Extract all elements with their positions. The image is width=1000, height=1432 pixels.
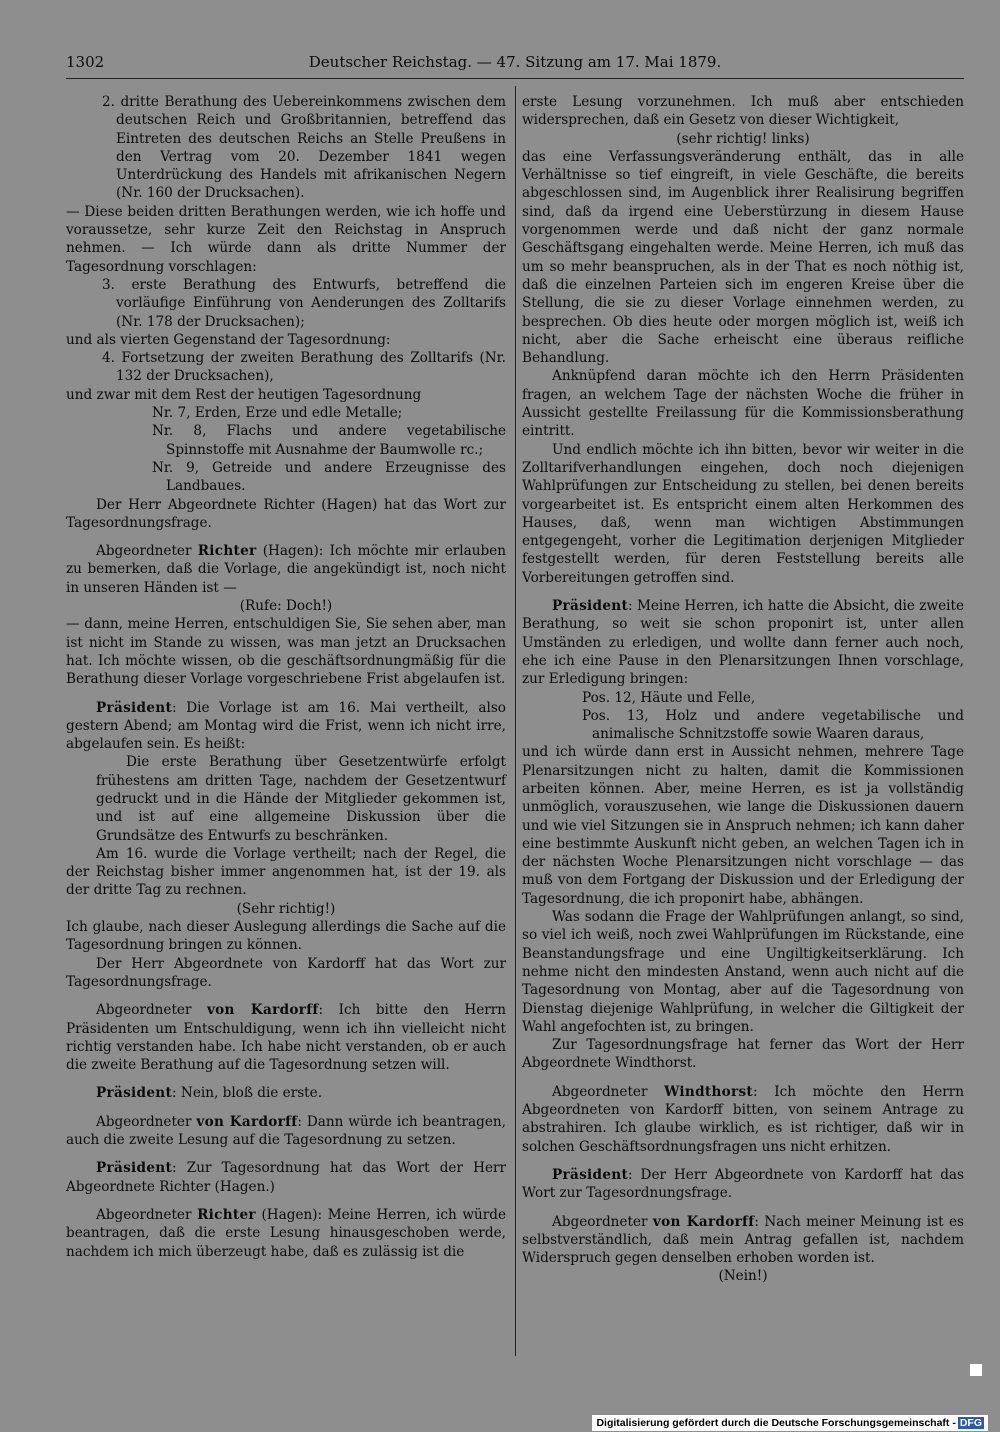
page-number: 1302 bbox=[66, 53, 105, 71]
speaker-name: von Kardorff bbox=[652, 1213, 755, 1230]
speech-paragraph bbox=[522, 1213, 964, 1268]
page-header bbox=[66, 53, 964, 79]
paragraph: Anknüpfend daran möchte ich den Herrn Präsidenten fragen, an welchem Tage der nächsten Woche die früher in Aussicht gestellte Freilassung für die Kommissionsberathung eintritt. bbox=[522, 368, 964, 440]
speech-paragraph bbox=[66, 699, 506, 754]
speech-text: : Meine Herren, ich hatte die Absicht, die zweite Berathung, so weit sie schon proponirt ist, unter allen Umständen zu erledigen, und wollte dann ferner auch noch, ehe ich eine Pause in den Plenarsitzungen Ihnen vorschlage, zur Erledigung bringen: bbox=[522, 598, 964, 688]
paragraph: Nr. 9, Getreide und andere Erzeugnisse des Landbaues. bbox=[152, 459, 506, 495]
speech-paragraph bbox=[66, 542, 506, 597]
paragraph: erste Lesung vorzunehmen. Ich muß aber entschieden widersprechen, daß ein Gesetz von dieser Wichtigkeit, bbox=[522, 94, 964, 129]
paragraph: Die erste Berathung über Gesetzentwürfe erfolgt frühestens am dritten Tage, nachdem der Gesetzentwurf gedruckt und in die Hände der Mitglieder gekommen ist, und ist auf eine allgemeine Diskussion über die Grundsätze des Entwurfs zu beschränken. bbox=[96, 754, 506, 844]
speech-paragraph bbox=[66, 1206, 506, 1261]
paragraph-spacer bbox=[522, 587, 964, 597]
paragraph: Ich glaube, nach dieser Auslegung allerdings die Sache auf die Tagesordnung bringen zu können. bbox=[66, 919, 506, 954]
speaker-name: Windthorst bbox=[664, 1083, 754, 1100]
speech-text: : Nein, bloß die erste. bbox=[172, 1085, 323, 1102]
header-rule bbox=[66, 78, 964, 79]
speaker-role: Abgeordneter bbox=[552, 1213, 653, 1230]
paragraph-spacer bbox=[66, 991, 506, 1001]
paragraph: 2. dritte Berathung des Uebereinkommens zwischen dem deutschen Reich und Großbritannien, betreffend das Eintreten des deutschen Reichs an Stelle Preußens in den Vertrag vom 20. Dezember 1841 wegen Unterdrückung des Handels mit afrikanischen Negern (Nr. 160 der Drucksachen). bbox=[102, 94, 506, 202]
speech-paragraph bbox=[66, 1113, 506, 1150]
speaker-name: von Kardorff bbox=[196, 1113, 298, 1130]
speaker-name: Präsident bbox=[552, 1166, 629, 1183]
paragraph: und ich würde dann erst in Aussicht nehmen, mehrere Tage Plenarsitzungen nicht zu halten, damit die Kommissionen arbeiten können. Aber, meine Herren, es ist ja vollständig unmöglich, vorauszusehen, wie lange die Diskussionen dauern und wie viel Sitzungen sie in Anspruch nehmen; ich kann daher eine bestimmte Auskunft nicht geben, an welchen Tagen ich in der nächsten Woche Plenarsitzungen nicht vorschlage — das muß von dem Fortgang der Diskussion und der Erledigung der Tagesordnung, die ich proponirt habe, abhängen. bbox=[522, 744, 964, 907]
speech-text: (Hagen): Meine Herren, ich würde beantragen, daß die erste Lesung hinausgeschoben werde, nachdem ich mich überzeugt habe, daß es zulässig ist die bbox=[66, 1206, 506, 1260]
paragraph-spacer bbox=[66, 1074, 506, 1084]
paragraph: und zwar mit dem Rest der heutigen Tagesordnung bbox=[66, 386, 422, 403]
paragraph: Am 16. wurde die Vorlage vertheilt; nach der Regel, die der Reichstag bisher immer angenommen hat, ist der 19. als der dritte Tag zu rechnen. bbox=[66, 845, 506, 899]
speaker-role: Abgeordneter bbox=[96, 1002, 207, 1019]
paragraph: Nr. 8, Flachs und andere vegetabilische Spinnstoffe mit Ausnahme der Baumwolle rc.; bbox=[152, 423, 506, 458]
speech-text: : Zur Tagesordnung hat das Wort der Herr Abgeordnete Richter (Hagen.) bbox=[66, 1160, 506, 1195]
speech-paragraph bbox=[66, 1084, 506, 1102]
paragraph: 3. erste Berathung des Entwurfs, betreffend die vorläufige Einführung von Aenderungen des Zolltarifs (Nr. 178 der Drucksachen); bbox=[102, 276, 506, 330]
paragraph: das eine Verfassungsveränderung enthält, das in alle Verhältnisse so tief eingreift, in viele Geschäfte, die bereits abgeschlossen sind, im Augenblick ihrer Realisirung begriffen sind, daß da irgend eine Ueberstürzung in diesem Hause vorgenommen werde und daß nicht der ganz normale Geschäftsgang eingehalten werde. Meine Herren, ich muß das um so mehr beanspruchen, als in der That es noch nöthig ist, daß die einzelnen Parteien sich im engeren Kreise über die Stellung, die sie zu dieser Vorlage einnehmen werden, zu besprechen. Ob dies heute oder morgen möglich ist, weiß ich nicht, aber die Sache erheischt eine überaus reifliche Behandlung. bbox=[522, 148, 964, 367]
speech-text: : Dann würde ich beantragen, auch die zweite Lesung auf die Tagesordnung zu setzen. bbox=[66, 1113, 506, 1149]
scan-corner-mark bbox=[970, 1364, 982, 1376]
paragraph: — dann, meine Herren, entschuldigen Sie, Sie sehen aber, man ist nicht im Stande zu wissen, was man jetzt an Drucksachen hat. Ich möchte wissen, ob die geschäftsordnungmäßig für die Berathung dieser Vorlage vorgeschriebene Frist abgelaufen ist. bbox=[66, 616, 506, 688]
speaker-name: Richter bbox=[197, 1206, 256, 1223]
paragraph: Zur Tagesordnungsfrage hat ferner das Wort der Herr Abgeordnete Windthorst. bbox=[522, 1037, 964, 1072]
paragraph: 4. Fortsetzung der zweiten Berathung des Zolltarifs (Nr. 132 der Drucksachen), bbox=[102, 350, 506, 385]
paragraph: Pos. 12, Häute und Felle, bbox=[582, 689, 756, 706]
paragraph-spacer bbox=[522, 1073, 964, 1083]
column-divider bbox=[515, 86, 516, 1356]
speaker-name: Richter bbox=[197, 543, 257, 560]
paragraph: (Nein!) bbox=[718, 1268, 768, 1285]
speech-paragraph bbox=[522, 1166, 964, 1203]
speech-text: (Hagen): Ich möchte mir erlauben zu bemerken, daß die Vorlage, die angekündigt ist, noch nicht in unseren Händen ist — bbox=[66, 543, 506, 596]
page-title: Deutscher Reichstag. — 47. Sitzung am 17. Mai 1879. bbox=[308, 53, 722, 71]
paragraph: Der Herr Abgeordnete von Kardorff hat das Wort zur Tagesordnungsfrage. bbox=[66, 955, 506, 990]
speech-paragraph bbox=[66, 1159, 506, 1196]
paragraph: Und endlich möchte ich ihn bitten, bevor wir weiter in die Zolltarifverhandlungen eingehen, doch noch diejenigen Wahlprüfungen zur Entscheidung zu stellen, bei denen bereits vorgearbeitet ist. Es entspricht einem alten Herkommen des Hauses, daß, wenn man wichtigen Abstimmungen entgegengeht, vorher die Legitimation derjenigen Mitglieder festgestellt werden, für deren Feststellung bereits alle Vorbereitungen getroffen sind. bbox=[522, 441, 964, 586]
speaker-role: Abgeordneter bbox=[96, 543, 198, 560]
footer-text: Digitalisierung gefördert durch die Deutsche Forschungsgemeinschaft - bbox=[596, 1417, 956, 1429]
speaker-name: Präsident bbox=[96, 1160, 173, 1177]
paragraph-spacer bbox=[66, 1103, 506, 1113]
paragraph: (Sehr richtig!) bbox=[236, 900, 336, 917]
speech-paragraph bbox=[522, 1083, 964, 1156]
paragraph: (Rufe: Doch!) bbox=[239, 598, 333, 615]
speech-paragraph bbox=[66, 1001, 506, 1074]
right-column bbox=[522, 93, 964, 1286]
speaker-role: Abgeordneter bbox=[96, 1206, 198, 1223]
speech-text: : Nach meiner Meinung ist es selbstverständlich, daß mein Antrag gefallen ist, nachdem Widerspruch gegen denselben erhoben worden ist. bbox=[522, 1213, 965, 1267]
dfg-logo: DFG bbox=[959, 1417, 982, 1429]
paragraph-spacer bbox=[66, 532, 506, 542]
speech-paragraph bbox=[522, 597, 964, 688]
paragraph-spacer bbox=[522, 1156, 964, 1166]
paragraph: (sehr richtig! links) bbox=[676, 130, 810, 147]
speech-text: : Ich möchte den Herrn Abgeordneten von Kardorff bitten, von seinem Antrage zu abstrahiren. Ich glaube wirklich, es ist richtiger, daß wir in solchen Geschäftsordnungsfragen uns nicht erhitzen. bbox=[522, 1083, 964, 1155]
speaker-name: Präsident bbox=[96, 1085, 173, 1102]
speech-text: : Ich bitte den Herrn Präsidenten um Entschuldigung, wenn ich ihn vielleicht nicht richtig verstanden habe. Ich habe nicht verstanden, ob er auch die zweite Berathung auf die Tagesordnung setzen will. bbox=[66, 1002, 506, 1074]
speaker-role: Abgeordneter bbox=[96, 1113, 197, 1130]
funding-footer bbox=[592, 1415, 988, 1431]
paragraph-spacer bbox=[66, 1149, 506, 1159]
paragraph: Nr. 7, Erden, Erze und edle Metalle; bbox=[152, 405, 403, 422]
paragraph: Der Herr Abgeordnete Richter (Hagen) hat das Wort zur Tagesordnungsfrage. bbox=[66, 496, 506, 531]
speaker-name: Präsident bbox=[552, 598, 629, 615]
speech-text: : Die Vorlage ist am 16. Mai vertheilt, also gestern Abend; am Montag wird die Frist, wenn ich nicht irre, abgelaufen sein. Es heißt: bbox=[66, 699, 506, 753]
paragraph: Was sodann die Frage der Wahlprüfungen anlangt, so sind, so viel ich weiß, noch zwei Wahlprüfungen im Rückstande, eine Beanstandungsfrage und eine Ungiltigkeitserklärung. Ich nehme nicht den mindesten Anstand, wenn auch nicht auf die Tagesordnung von Montag, aber auf die Tagesordnung von Dienstag diejenige Wahlprüfung, in welcher die Giltigkeit der Wahl angefochten ist, zu bringen. bbox=[522, 909, 964, 1035]
paragraph-spacer bbox=[66, 1196, 506, 1206]
speaker-name: Präsident bbox=[96, 699, 173, 716]
left-column bbox=[66, 93, 506, 1261]
speaker-role: Abgeordneter bbox=[552, 1083, 665, 1100]
paragraph-spacer bbox=[522, 1203, 964, 1213]
speaker-name: von Kardorff bbox=[206, 1002, 319, 1019]
speech-text: : Der Herr Abgeordnete von Kardorff hat das Wort zur Tagesordnungsfrage. bbox=[522, 1166, 964, 1202]
paragraph: Pos. 13, Holz und andere vegetabilische und animalische Schnitzstoffe sowie Waaren daraus, bbox=[582, 707, 964, 743]
paragraph: und als vierten Gegenstand der Tagesordnung: bbox=[66, 331, 391, 348]
paragraph: — Diese beiden dritten Berathungen werden, wie ich hoffe und voraussetze, sehr kurze Zeit den Reichstag in Anspruch nehmen. — Ich würde dann als dritte Nummer der Tagesordnung vorschlagen: bbox=[66, 203, 506, 275]
paragraph-spacer bbox=[66, 689, 506, 699]
